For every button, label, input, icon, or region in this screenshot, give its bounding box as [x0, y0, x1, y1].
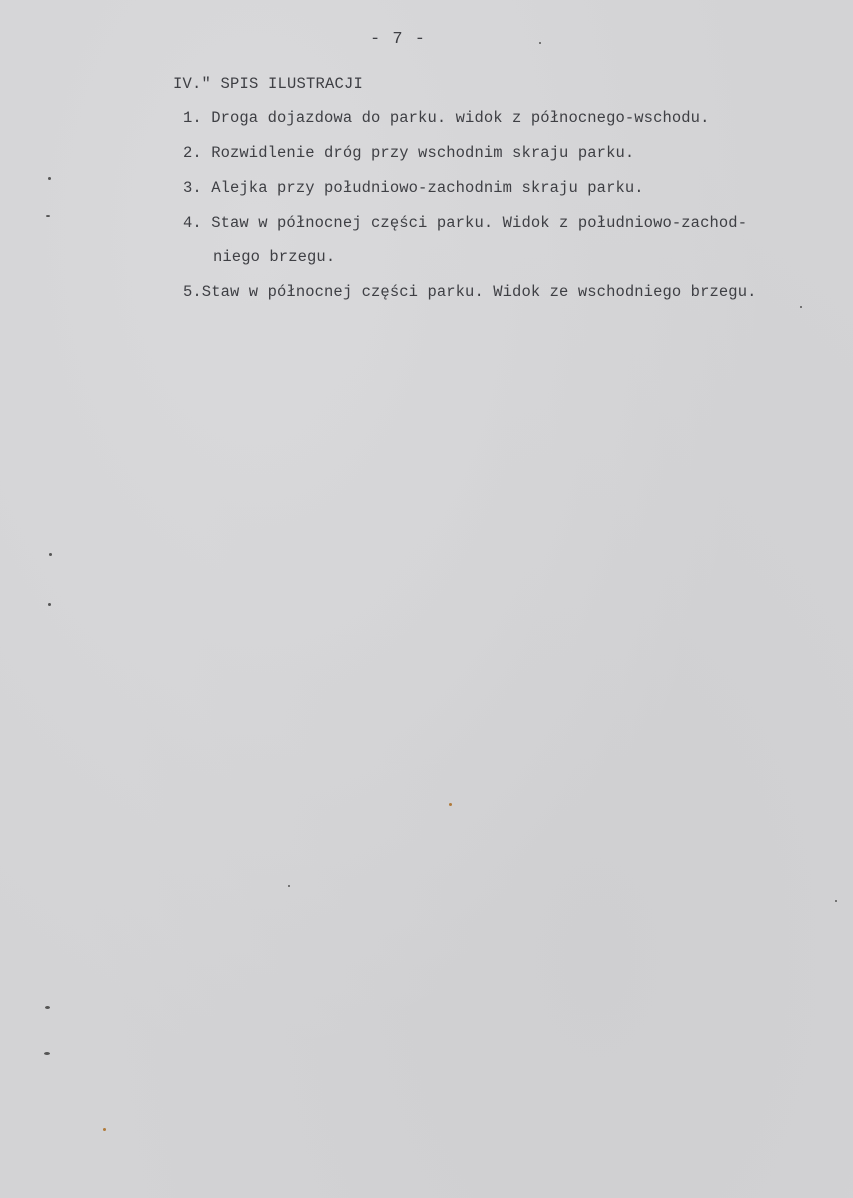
paper-speck	[835, 900, 837, 902]
section-heading: IV." SPIS ILUSTRACJI	[173, 75, 364, 93]
list-item: 4. Staw w północnej części parku. Widok z południowo-zachod-	[183, 214, 748, 232]
paper-speck	[44, 1052, 50, 1055]
paper-speck	[48, 603, 51, 606]
paper-speck	[288, 885, 290, 887]
list-item: 2. Rozwidlenie dróg przy wschodnim skraju parku.	[183, 144, 635, 162]
paper-speck	[539, 42, 541, 44]
page-number: - 7 -	[370, 30, 427, 49]
paper-speck	[103, 1128, 106, 1131]
paper-speck	[449, 803, 452, 806]
paper-speck	[45, 1006, 50, 1009]
paper-speck	[48, 177, 51, 180]
paper-speck	[46, 215, 50, 217]
list-item: 5.Staw w północnej części parku. Widok ze wschodniego brzegu.	[183, 283, 757, 301]
list-item-continuation: niego brzegu.	[213, 248, 336, 266]
list-item: 1. Droga dojazdowa do parku. widok z północnego-wschodu.	[183, 109, 710, 127]
paper-speck	[49, 553, 52, 556]
list-item: 3. Alejka przy południowo-zachodnim skraju parku.	[183, 179, 644, 197]
paper-speck	[800, 306, 802, 308]
